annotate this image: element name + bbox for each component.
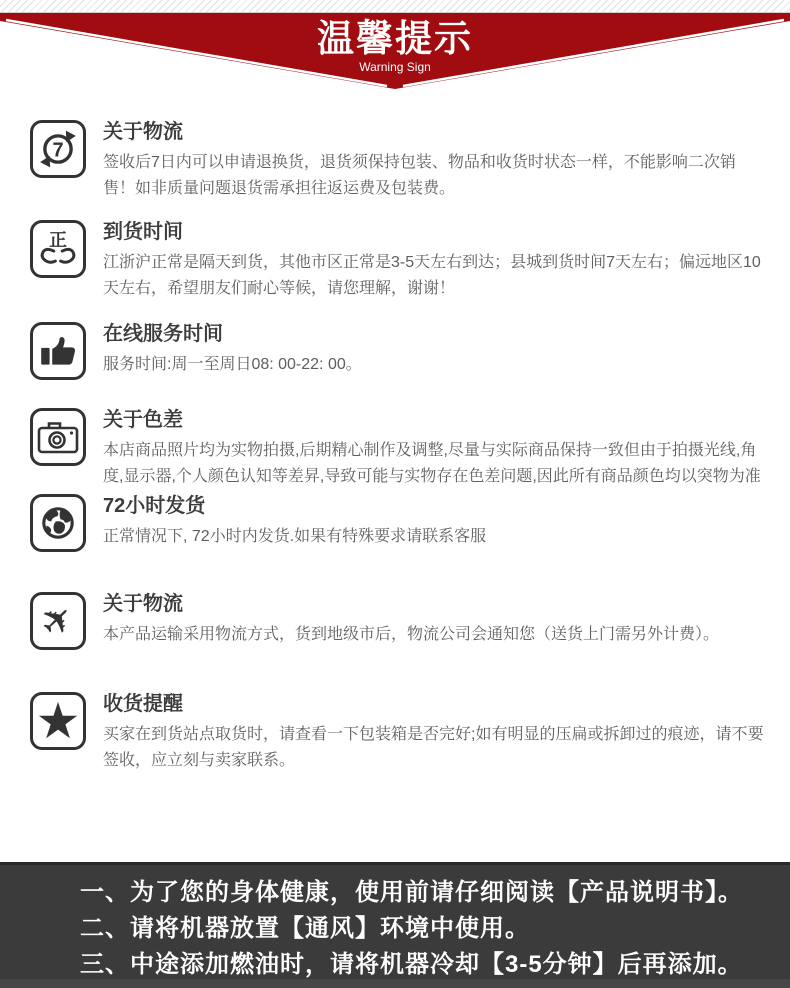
camera-icon (30, 408, 86, 466)
section-return-policy (30, 120, 766, 202)
section-title: 关于物流 (103, 121, 183, 143)
section-body: 本产品运输采用物流方式，货到地级市后，物流公司会通知您（送货上门需另外计费）。 (103, 626, 720, 643)
star-icon (30, 692, 86, 750)
warning-banner (0, 13, 790, 90)
hands-zheng-icon (30, 220, 86, 278)
section-72h-shipping (30, 494, 766, 552)
globe-icon (30, 494, 86, 552)
section-title: 收货提醒 (103, 693, 183, 715)
zheng-character: 正 (49, 229, 67, 250)
section-title: 在线服务时间 (103, 323, 223, 345)
section-color-difference (30, 408, 766, 490)
airplane-icon (30, 592, 86, 650)
thumbs-up-icon (30, 322, 86, 380)
section-title: 关于物流 (103, 593, 183, 615)
recycle-7-icon (30, 120, 86, 178)
hazard-stripes-band (0, 0, 790, 13)
section-body: 本店商品照片均为实物拍摄,后期精心制作及调整,尽量与实际商品保持一致但由于拍摄光线,角度,显示器,个人颜色认知等差昇,导致可能与实物存在色差问题,因此所有商品颜色均以突物为准 (103, 442, 761, 485)
footer-warning-1: 一、为了您的身体健康，使用前请仔细阅读【产品说明书】。 (80, 879, 743, 906)
section-body: 江浙沪正常是隔天到货，其他市区正常是3-5天左右到达；县城到货时间7天左右；偏远地区10天左右，希望朋友们耐心等候，请您理解，谢谢！ (103, 254, 761, 297)
recycle-number: 7 (52, 139, 64, 162)
section-body: 买家在到货站点取货时，请查看一下包装箱是否完好;如有明显的压扁或拆卸过的痕迹，请不要签收，应立刻与卖家联系。 (103, 726, 764, 769)
section-body: 正常情况下, 72小时内发货.如果有特殊要求请联系客服 (103, 528, 487, 545)
section-title: 72小时发货 (103, 495, 206, 517)
footer-bottom-strip (0, 979, 790, 988)
notice-list (0, 90, 790, 774)
section-arrival-time (30, 220, 766, 302)
banner-title: 温馨提示 (317, 18, 473, 59)
star-glyph: ★ (35, 693, 81, 749)
footer-warning-3: 三、中途添加燃油时，请将机器冷却【3-5分钟】后再添加。 (80, 951, 743, 978)
section-body: 签收后7日内可以申请退换货，退货须保持包装、物品和收货时状态一样，不能影响二次销售！如非质量问题退货需承担往返运费及包装费。 (103, 154, 736, 197)
usage-warning-footer (0, 862, 790, 988)
footer-warning-2: 二、请将机器放置【通风】环境中使用。 (80, 915, 530, 942)
section-logistics (30, 592, 766, 650)
section-title: 到货时间 (103, 221, 183, 243)
section-receiving-reminder (30, 692, 766, 774)
airplane-glyph: ✈ (31, 594, 85, 648)
section-body: 服务时间:周一至周日08: 00-22: 00。 (103, 356, 362, 373)
section-title: 关于色差 (103, 409, 183, 431)
banner-subtitle: Warning Sign (359, 60, 431, 74)
section-service-hours (30, 322, 766, 380)
